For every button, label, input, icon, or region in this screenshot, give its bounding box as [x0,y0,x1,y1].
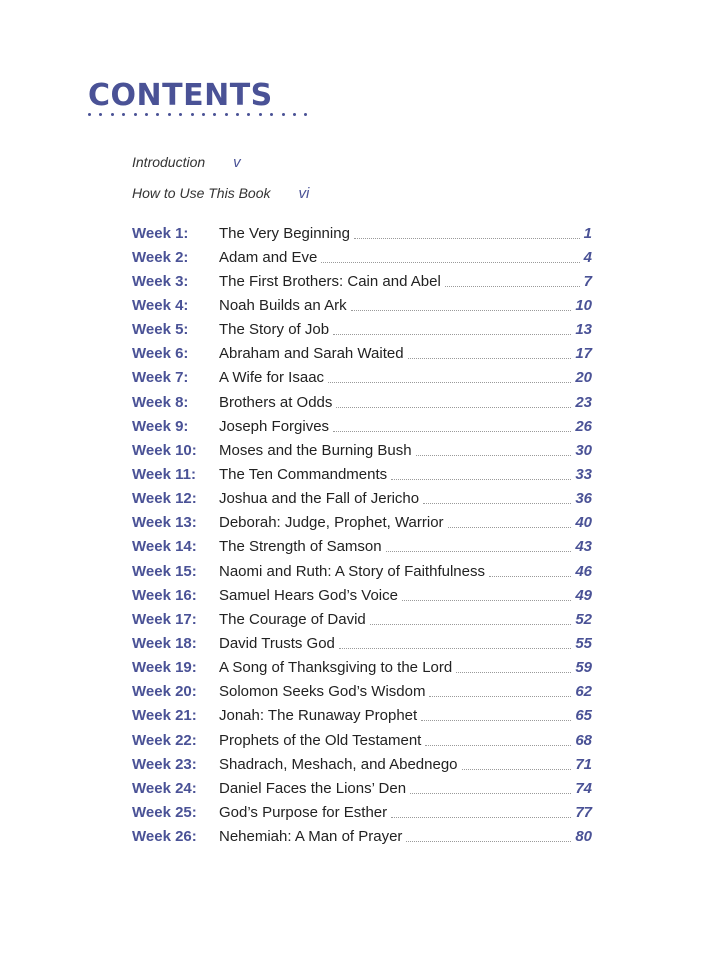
toc-entry[interactable] [132,487,592,511]
toc-entry[interactable] [132,607,592,631]
toc-entry[interactable] [132,245,592,269]
entry-title: A Song of Thanksgiving to the Lord [219,659,453,677]
dot-leader [421,720,571,721]
entry-page-number: 23 [575,393,592,411]
entry-page-number: 17 [575,345,592,363]
entry-page-number: 71 [575,755,592,773]
entry-title: Shadrach, Meshach, and Abednego [219,755,458,773]
toc-entry[interactable] [132,559,592,583]
entry-page-number: 59 [575,659,592,677]
toc-list [132,221,592,849]
week-number: Week 6: [132,345,189,363]
entry-title: Adam and Eve [219,248,318,266]
entry-title: Brothers at Odds [219,393,333,411]
toc-entry[interactable] [132,366,592,390]
week-number: Week 4: [132,296,189,314]
entry-title: Abraham and Sarah Waited [219,345,404,363]
front-matter-introduction[interactable] [132,154,241,171]
toc-entry[interactable] [132,269,592,293]
dot-leader [328,382,571,383]
dot-leader [406,841,571,842]
dot-leader [410,793,571,794]
entry-title: Daniel Faces the Lions’ Den [219,779,407,797]
dot-leader [336,407,571,408]
toc-entry[interactable] [132,414,592,438]
week-number: Week 1: [132,224,189,242]
toc-entry[interactable] [132,800,592,824]
front-matter-page: v [233,154,241,171]
week-number: Week 24: [132,779,197,797]
entry-page-number: 43 [575,538,592,556]
front-matter-page: vi [298,185,310,202]
week-number: Week 5: [132,321,189,339]
dot-leader [402,600,571,601]
entry-page-number: 68 [575,731,592,749]
week-number: Week 3: [132,272,189,290]
entry-title: Joshua and the Fall of Jericho [219,490,420,508]
toc-entry[interactable] [132,680,592,704]
week-number: Week 7: [132,369,189,387]
week-number: Week 17: [132,610,197,628]
toc-entry[interactable] [132,293,592,317]
dot-leader [333,431,571,432]
entry-page-number: 40 [575,514,592,532]
entry-title: The Ten Commandments [219,465,388,483]
dot-leader [425,745,571,746]
entry-page-number: 10 [575,296,592,314]
dot-leader [462,769,572,770]
entry-title: The Story of Job [219,321,330,339]
week-number: Week 21: [132,707,197,725]
entry-title: Prophets of the Old Testament [219,731,422,749]
entry-title: The Strength of Samson [219,538,382,556]
dot-leader [321,262,579,263]
dot-leader [354,238,580,239]
entry-title: The Very Beginning [219,224,350,242]
week-number: Week 23: [132,755,197,773]
entry-title: Joseph Forgives [219,417,330,435]
entry-page-number: 62 [575,683,592,701]
entry-page-number: 33 [575,465,592,483]
page-title: CONTENTS [88,78,273,113]
entry-page-number: 80 [575,828,592,846]
front-matter-how-to-use[interactable] [132,185,309,202]
dot-leader [489,576,571,577]
entry-page-number: 52 [575,610,592,628]
week-number: Week 15: [132,562,197,580]
dot-leader [416,455,572,456]
dot-leader [333,334,571,335]
week-number: Week 2: [132,248,189,266]
front-matter-label: Introduction [132,154,206,170]
week-number: Week 18: [132,634,197,652]
entry-page-number: 36 [575,490,592,508]
entry-title: David Trusts God [219,634,335,652]
entry-page-number: 13 [575,321,592,339]
entry-title: Nehemiah: A Man of Prayer [219,828,403,846]
dot-leader [448,527,572,528]
dot-leader [391,479,571,480]
toc-entry[interactable] [132,535,592,559]
week-number: Week 20: [132,683,197,701]
dot-leader [370,624,572,625]
entry-title: Samuel Hears God’s Voice [219,586,398,604]
entry-title: Noah Builds an Ark [219,296,347,314]
toc-entry[interactable] [132,728,592,752]
toc-entry[interactable] [132,631,592,655]
entry-page-number: 46 [575,562,592,580]
entry-title: The First Brothers: Cain and Abel [219,272,441,290]
toc-entry[interactable] [132,438,592,462]
week-number: Week 25: [132,803,197,821]
toc-entry[interactable] [132,704,592,728]
entry-page-number: 77 [575,803,592,821]
toc-entry[interactable] [132,462,592,486]
dot-leader [386,551,572,552]
toc-entry[interactable] [132,656,592,680]
week-number: Week 13: [132,514,197,532]
entry-title: God’s Purpose for Esther [219,803,388,821]
entry-page-number: 4 [583,248,592,266]
dot-leader [429,696,571,697]
dot-leader [391,817,571,818]
dot-leader [408,358,572,359]
entry-title: Deborah: Judge, Prophet, Warrior [219,514,444,532]
toc-entry[interactable] [132,221,592,245]
week-number: Week 11: [132,465,196,483]
entry-page-number: 26 [575,417,592,435]
entry-title: Naomi and Ruth: A Story of Faithfulness [219,562,485,580]
week-number: Week 26: [132,828,197,846]
entry-title: Jonah: The Runaway Prophet [219,707,418,725]
entry-page-number: 20 [575,369,592,387]
dot-leader [456,672,571,673]
toc-entry[interactable] [132,390,592,414]
entry-title: The Courage of David [219,610,366,628]
week-number: Week 10: [132,441,197,459]
week-number: Week 16: [132,586,197,604]
week-number: Week 19: [132,659,197,677]
toc-entry[interactable] [132,511,592,535]
week-number: Week 14: [132,538,197,556]
entry-title: A Wife for Isaac [219,369,325,387]
dot-leader [351,310,572,311]
toc-entry[interactable] [132,318,592,342]
week-number: Week 8: [132,393,189,411]
dot-leader [339,648,571,649]
toc-entry[interactable] [132,752,592,776]
toc-entry[interactable] [132,825,592,849]
dot-leader [423,503,571,504]
toc-entry[interactable] [132,776,592,800]
entry-page-number: 55 [575,634,592,652]
entry-title: Moses and the Burning Bush [219,441,412,459]
week-number: Week 9: [132,417,189,435]
entry-page-number: 1 [583,224,592,242]
entry-page-number: 74 [575,779,592,797]
entry-page-number: 65 [575,707,592,725]
week-number: Week 22: [132,731,197,749]
entry-page-number: 49 [575,586,592,604]
entry-title: Solomon Seeks God’s Wisdom [219,683,426,701]
toc-entry[interactable] [132,342,592,366]
dot-leader [445,286,580,287]
toc-entry[interactable] [132,583,592,607]
front-matter-label: How to Use This Book [132,185,271,201]
title-dot-rule [88,113,307,116]
entry-page-number: 7 [583,272,592,290]
week-number: Week 12: [132,490,197,508]
entry-page-number: 30 [575,441,592,459]
